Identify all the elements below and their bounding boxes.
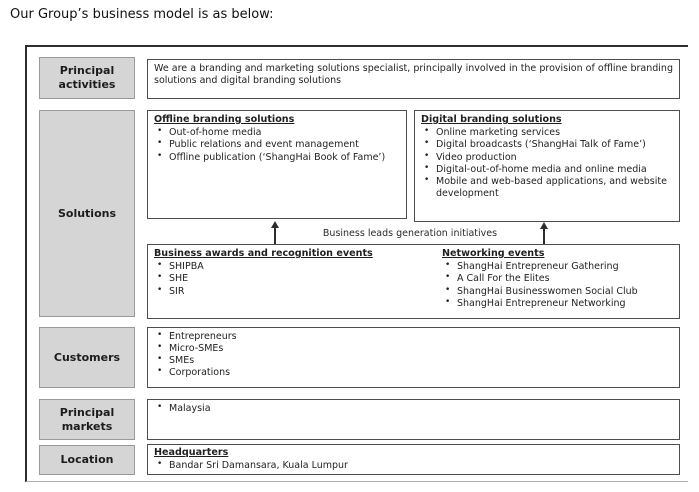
bullet-item: • Public relations and event management	[154, 139, 400, 151]
location-box	[147, 444, 680, 475]
bullet-item: • ShangHai Entrepreneur Networking	[442, 298, 673, 310]
bullet-item: • Bandar Sri Damansara, Kuala Lumpur	[154, 460, 673, 472]
label-principal-activities: Principal activities	[39, 57, 135, 99]
bullet-item: • SHE	[154, 273, 442, 285]
bullet-item: • Corporations	[154, 367, 673, 379]
markets-box	[147, 399, 680, 440]
digital-solutions-list	[421, 127, 673, 200]
up-arrow-left-icon	[274, 227, 276, 244]
label-customers: Customers	[39, 327, 135, 388]
markets-list	[154, 403, 673, 415]
offline-solutions-list	[154, 127, 400, 163]
bullet-item: • Offline publication (‘ShangHai Book of Fame’)	[154, 152, 400, 164]
customers-list	[154, 331, 673, 380]
networking-column	[442, 248, 673, 315]
bullet-item: • Mobile and web-based applications, and website development	[421, 176, 673, 200]
bullet-item: • SHIPBA	[154, 261, 442, 273]
bullet-item: • Digital-out-of-home media and online media	[421, 164, 673, 176]
customers-box	[147, 327, 680, 388]
digital-solutions-heading: Digital branding solutions	[421, 114, 562, 125]
bullet-item: • SIR	[154, 286, 442, 298]
events-box	[147, 244, 680, 319]
bullet-item: • Video production	[421, 152, 673, 164]
networking-list	[442, 261, 673, 310]
location-list	[154, 460, 673, 472]
offline-solutions-heading: Offline branding solutions	[154, 114, 295, 125]
bullet-item: • Out-of-home media	[154, 127, 400, 139]
page-title: Our Group’s business model is as below:	[10, 7, 274, 22]
label-location: Location	[39, 445, 135, 475]
awards-column	[154, 248, 442, 315]
bullet-item: • Online marketing services	[421, 127, 673, 139]
bullet-item: • ShangHai Entrepreneur Gathering	[442, 261, 673, 273]
up-arrow-right-icon	[543, 228, 545, 244]
bullet-item: • SMEs	[154, 355, 673, 367]
label-principal-markets: Principal markets	[39, 399, 135, 440]
bullet-item: • Digital broadcasts (‘ShangHai Talk of Fame’)	[421, 139, 673, 151]
principal-activities-box: We are a branding and marketing solutions specialist, principally involved in the provision of offline branding solutions and digital branding solutions	[147, 59, 680, 99]
arrow-label: Business leads generation initiatives	[322, 228, 498, 239]
offline-solutions-box	[147, 110, 407, 219]
label-solutions: Solutions	[39, 110, 135, 317]
bullet-item: • A Call For the Elites	[442, 273, 673, 285]
awards-heading: Business awards and recognition events	[154, 248, 373, 259]
bullet-item: • ShangHai Businesswomen Social Club	[442, 286, 673, 298]
business-model-diagram	[25, 45, 688, 482]
bullet-item: • Malaysia	[154, 403, 673, 415]
awards-list	[154, 261, 442, 297]
bullet-item: • Micro-SMEs	[154, 343, 673, 355]
digital-solutions-box	[414, 110, 680, 222]
bullet-item: • Entrepreneurs	[154, 331, 673, 343]
networking-heading: Networking events	[442, 248, 545, 259]
location-heading: Headquarters	[154, 447, 229, 458]
